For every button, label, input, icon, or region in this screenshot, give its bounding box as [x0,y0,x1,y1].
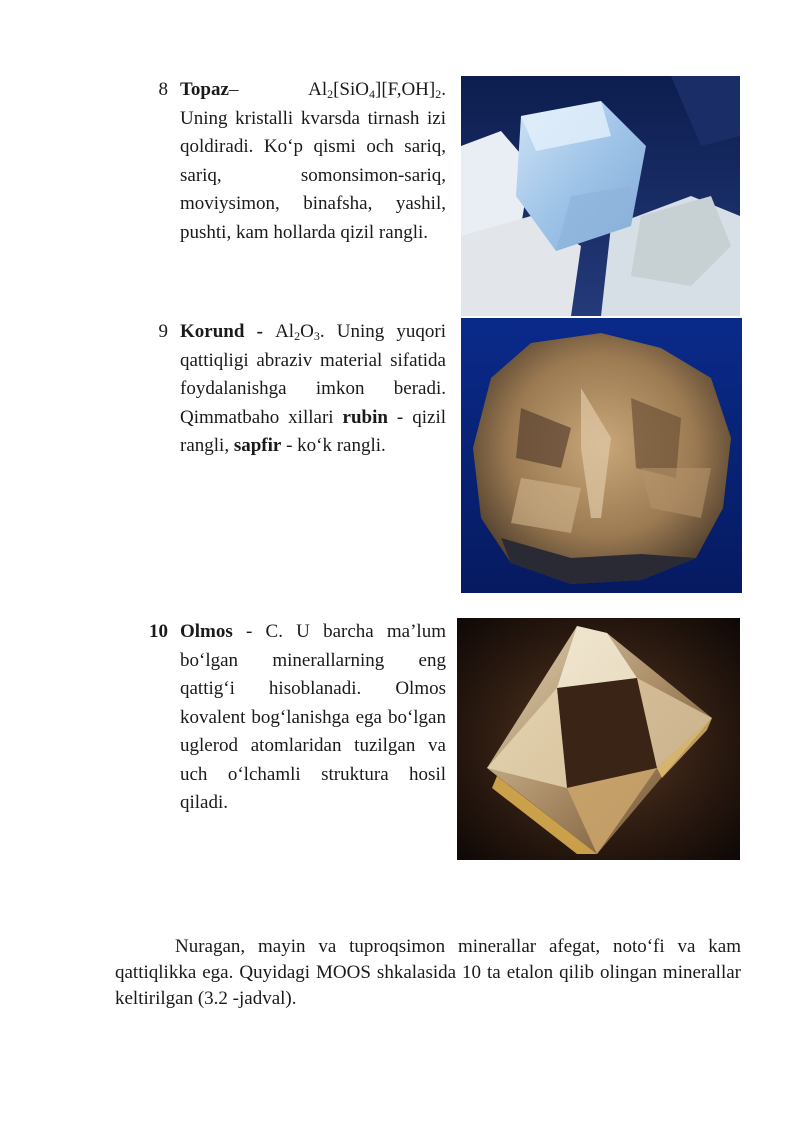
diamond-octahedron-photo [457,618,740,860]
gem-name-sapfir: sapfir [233,435,282,456]
mineral-name-olmos: Olmos [180,621,233,642]
name-separator: - [232,621,266,642]
entry-text-korund: Korund - $Al_2O_3$. Uning yuqori qattiqligi abraziv material sifatida foydalanishga imkon beradi. Qimmatbaho xillari rubin - qizil rangli, sapfir - koʻk rangli. [180,321,446,456]
description-olmos: C. U barcha maʼlum boʻlgan minerallarning eng qattigʻi hisoblanadi. Olmos kovalent bogʻlanishga ega boʻlgan uglerod atomlaridan tuzilgan va uch oʻlchamli struktura hosil qiladi. [180,621,446,813]
corundum-rock-photo [461,318,742,593]
body-paragraph: Nuragan, mayin va tuproqsimon minerallar afegat, notoʻfi va kam qattiqlikka ega. Quyidagi MOOS shkalasida 10 ta etalon qilib olingan minerallar keltirilgan (3.2 -jadval). [115,936,741,1009]
formula-korund: $Al_2O_3$. [275,321,325,343]
description-topaz: Uning kristalli kvarsda tirnash izi qoldiradi. Koʻp qismi och sariq, sariq, somonsimon-sariq, moviysimon, binafsha, yashil, pushti, kam hollarda qizil rangli. [180,107,446,243]
entry-number-olmos: 10 [149,621,168,642]
mineral-name-korund: Korund [180,321,245,342]
mineral-name-topaz: Topaz [180,79,229,100]
formula-topaz: $Al_2[SiO_4][F,OH]_2$. [308,79,446,101]
entry-text-olmos [180,618,446,818]
topaz-crystal-photo [461,76,740,316]
gem-name-rubin: rubin [342,406,388,428]
name-separator: – [228,79,239,100]
entry-text-topaz [180,76,446,247]
name-separator: - [244,321,276,342]
entry-number-topaz: 8 [158,79,168,100]
entry-number-korund: 9 [158,321,168,342]
